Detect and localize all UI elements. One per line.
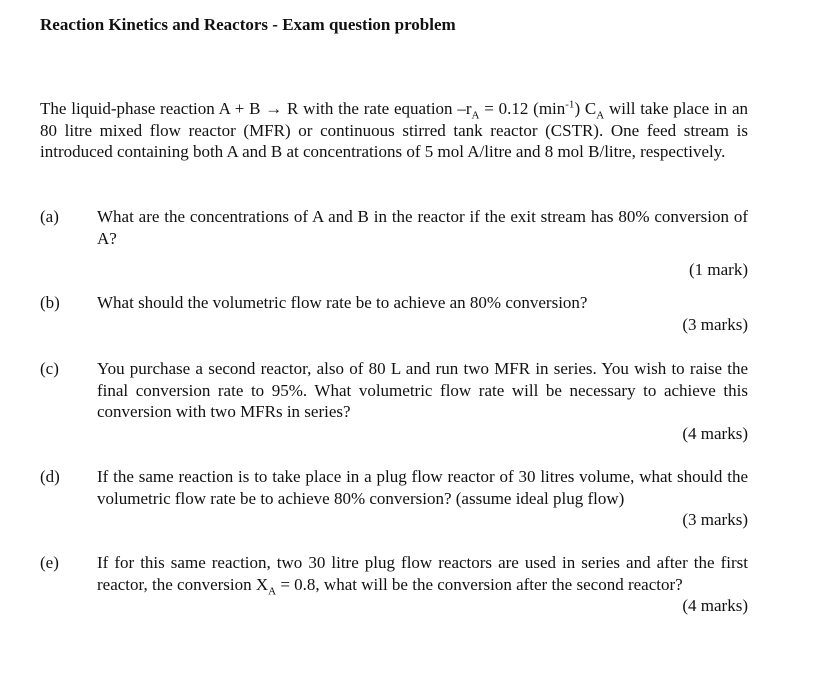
marks-label: (1 mark): [688, 260, 748, 279]
rate-superscript: -1: [565, 98, 575, 111]
conversion-subscript: A: [268, 584, 277, 597]
question-label: (b): [40, 293, 60, 312]
question-text: [97, 552, 748, 595]
marks-label: (3 marks): [682, 510, 748, 529]
concentration-subscript: A: [596, 109, 605, 122]
question-b: [40, 292, 748, 335]
question-text: What should the volumetric flow rate be to achieve an 80% conversion?: [97, 293, 588, 312]
question-e: [40, 552, 748, 617]
question-label: (c): [40, 359, 59, 378]
question-text: What are the concentrations of A and B in the reactor if the exit stream has 80% conversion of A?: [97, 207, 748, 248]
question-d: [40, 466, 748, 531]
question-label: (a): [40, 207, 59, 226]
intro-text-start: The liquid-phase reaction A + B → R with the rate equation –r: [40, 99, 472, 118]
question-a: [40, 206, 748, 281]
marks-label: (3 marks): [682, 314, 748, 334]
question-label: (d): [40, 467, 60, 486]
marks-label: (4 marks): [682, 423, 748, 443]
problem-statement: [40, 98, 748, 163]
question-c: [40, 358, 748, 444]
rate-subscript: A: [471, 109, 480, 122]
question-text: If the same reaction is to take place in a plug flow reactor of 30 litres volume, what should the volumetric flow rate be to achieve 80% conversion? (assume ideal plug flow): [97, 467, 748, 508]
intro-text-end: will take place in an 80 litre mixed flow reactor (MFR) or continuous stirred tank reactor (CSTR). One feed stream is introduced containing both A and B at concentrations of 5 mol A/litre and 8 mol B/litre, respectively.: [40, 99, 749, 161]
intro-rate-middle: = 0.12 (min: [479, 99, 566, 118]
question-text: You purchase a second reactor, also of 80 L and run two MFR in series. You wish to raise the final conversion rate to 95%. What volumetric flow rate will be necessary to achieve this conversion with two MFRs in series?: [97, 359, 748, 421]
question-text-start: If for this same reaction, two 30 litre plug flow reactors are used in series and after the first reactor, the conversion X: [97, 553, 748, 594]
question-text-end: = 0.8, what will be the conversion after the second reactor?: [276, 574, 683, 594]
marks-label: (4 marks): [682, 596, 748, 615]
intro-concentration: ) C: [574, 99, 597, 118]
question-label: (e): [40, 553, 59, 572]
page-title: Reaction Kinetics and Reactors - Exam question problem: [40, 15, 456, 34]
